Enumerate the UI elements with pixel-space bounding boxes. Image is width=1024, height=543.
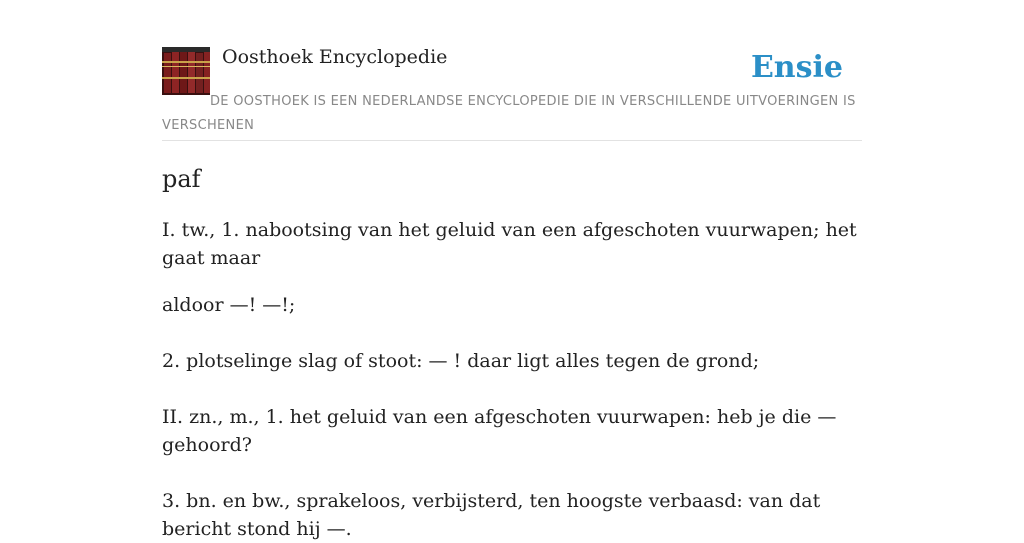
definition-paragraph: II. zn., m., 1. het geluid van een afgeschoten vuurwapen: heb je die — gehoord? [162, 406, 837, 456]
definition-paragraph: I. tw., 1. nabootsing van het geluid van een afgeschoten vuurwapen; het gaat maar [162, 219, 857, 269]
definition-paragraph: aldoor —! —!; [162, 294, 296, 316]
ensie-logo-link[interactable]: Ensie [750, 50, 843, 85]
entry-content [162, 160, 862, 543]
entry-title: paf [162, 165, 201, 193]
encyclopedia-books-icon[interactable] [162, 47, 210, 95]
site-header [162, 46, 862, 141]
definition-paragraph: 2. plotselinge slag of stoot: — ! daar ligt alles tegen de grond; [162, 350, 760, 372]
site-tagline: DE OOSTHOEK IS EEN NEDERLANDSE ENCYCLOPEDIE DIE IN VERSCHILLENDE UITVOERINGEN IS VERSCHENEN [162, 94, 856, 133]
definition-paragraph: 3. bn. en bw., sprakeloos, verbijsterd, ten hoogste verbaasd: van dat bericht stond hij —. [162, 490, 821, 540]
site-title[interactable]: Oosthoek Encyclopedie [222, 46, 448, 68]
